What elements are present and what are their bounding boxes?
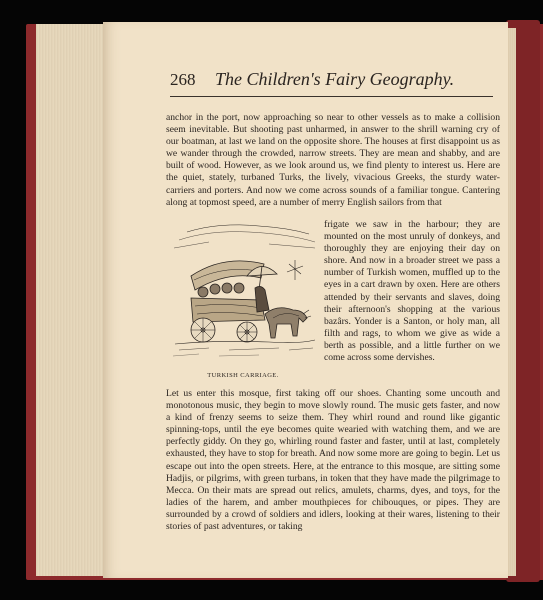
carriage-engraving bbox=[169, 218, 317, 370]
body-text-side: frigate we saw in the harbour; they are mounted on the most unruly of donkeys, and thoroughly they are enjoying their day on shore. And now in a broader street we pass a number of Turkish women, muffled up to the eyes in a cart drawn by oxen. Here are others attended by their servants and slaves, doing their afternoon's shopping at the various bazârs. Yonder is a Santon, or holy man, all filth and rags, to whom we give as wide a berth as possible, and a little further on we come across some dervishes. bbox=[324, 219, 500, 364]
body-text-bottom: Let us enter this mosque, first taking off our shoes. Chanting some uncouth and monotonous music, they begin to move slowly round. The music gets faster, and now a kind of frenzy seems to seize them. They whirl round and round like gigantic spinning-tops, until the eye becomes quite wearied with watching them, and we are perfectly giddy. On they go, whirling round faster and faster, until at last, completely exhausted, they have to stop for breath. And now some more are going to begin. Let us escape out into the open streets. Here, at the entrance to this mosque, are sitting some Hadjis, or pilgrims, with green turbans, in token that they have made the pilgrimage to Mecca. On their mats are spread out relics, amulets, charms, dyes, and toys, for the ladies of the harem, and amber mouthpieces for chibouques, or pipes. They are surrounded by a crowd of soldiers and idlers, looking at their wares, listening to their stories of past adventures, or taking bbox=[166, 388, 500, 533]
body-text-top: anchor in the port, now approaching so near to other vessels as to make a collision seem inevitable. But shooting past unharmed, in answer to the shrill warning cry of our boatman, at last we land on the opposite shore. The houses at first disappoint us as we wander through the crowded, narrow streets. They are mean and shabby, and are built of wood. However, as we look around us, we find plenty to interest us. Here are the quiet, stately, turbaned Turks, the lively, vivacious Greeks, the sturdy water-carriers and porters. And now we come across sounds of a familiar tongue. Cantering along at topmost speed, are a number of merry English sailors from that bbox=[166, 112, 500, 208]
page-edges-left bbox=[36, 24, 106, 576]
running-title: The Children's Fairy Geography. bbox=[215, 69, 455, 89]
header-rule bbox=[170, 96, 493, 97]
turkish-carriage-illustration bbox=[169, 218, 317, 380]
page-number: 268 bbox=[170, 70, 196, 89]
illustration-caption: TURKISH CARRIAGE. bbox=[207, 372, 279, 379]
book-page bbox=[103, 22, 508, 578]
